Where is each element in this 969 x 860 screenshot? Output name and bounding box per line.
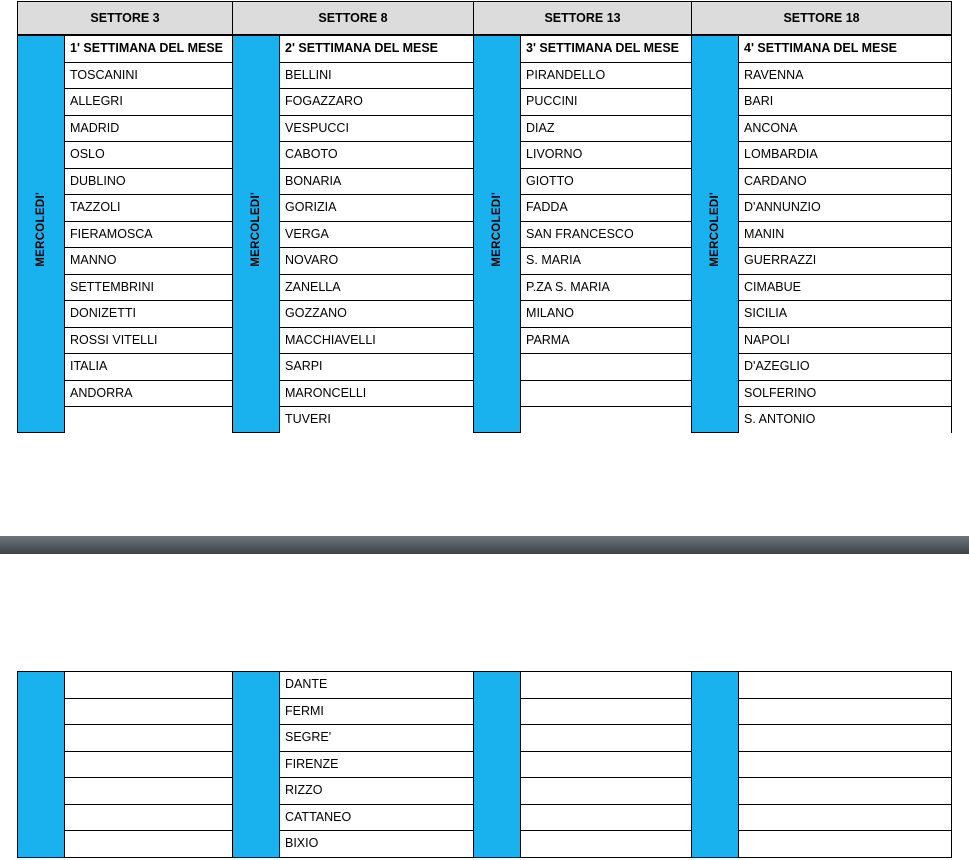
street-cell: MACCHIAVELLI: [280, 327, 474, 354]
street-cell: RAVENNA: [739, 62, 952, 89]
street-cell: BIXIO: [280, 831, 474, 858]
street-cell: MANIN: [739, 221, 952, 248]
sector-header-row: [18, 2, 952, 36]
street-cell: DONIZETTI: [65, 301, 233, 328]
street-cell: BELLINI: [280, 62, 474, 89]
sector-header: SETTORE 13: [474, 2, 692, 36]
street-cell: [521, 672, 692, 699]
day-band: [474, 35, 521, 433]
street-cell: NOVARO: [280, 248, 474, 275]
day-label: MERCOLEDI': [491, 192, 504, 267]
street-cell: [65, 725, 233, 752]
page-divider: [0, 536, 969, 554]
street-cell: SAN FRANCESCO: [521, 221, 692, 248]
day-band: [18, 672, 65, 858]
street-cell: FERMI: [280, 698, 474, 725]
street-cell: [521, 698, 692, 725]
sector-header: SETTORE 8: [233, 2, 474, 36]
street-cell: LOMBARDIA: [739, 142, 952, 169]
street-cell: [521, 354, 692, 381]
day-band: [233, 35, 280, 433]
street-cell: FIERAMOSCA: [65, 221, 233, 248]
street-cell: GIOTTO: [521, 168, 692, 195]
street-cell: ROSSI VITELLI: [65, 327, 233, 354]
street-cell: [739, 778, 952, 805]
street-cell: D'ANNUNZIO: [739, 195, 952, 222]
street-cell: FIRENZE: [280, 751, 474, 778]
street-cell: PUCCINI: [521, 89, 692, 116]
street-cell: [739, 698, 952, 725]
street-cell: SEGRE': [280, 725, 474, 752]
table-row: [18, 672, 952, 699]
street-cell: MARONCELLI: [280, 380, 474, 407]
street-cell: [739, 804, 952, 831]
street-cell: [65, 672, 233, 699]
street-cell: [521, 831, 692, 858]
street-cell: [739, 725, 952, 752]
street-cell: SICILIA: [739, 301, 952, 328]
street-cell: S. ANTONIO: [739, 407, 952, 433]
street-cell: ALLEGRI: [65, 89, 233, 116]
street-cell: ANDORRA: [65, 380, 233, 407]
street-cell: ANCONA: [739, 115, 952, 142]
street-cell: FOGAZZARO: [280, 89, 474, 116]
street-cell: CIMABUE: [739, 274, 952, 301]
street-cell: BONARIA: [280, 168, 474, 195]
day-label: MERCOLEDI': [250, 192, 263, 267]
day-label: MERCOLEDI': [35, 192, 47, 267]
street-cell: DIAZ: [521, 115, 692, 142]
sector-header: SETTORE 18: [692, 2, 952, 36]
street-cell: LIVORNO: [521, 142, 692, 169]
street-cell: BARI: [739, 89, 952, 116]
street-cell: [65, 778, 233, 805]
street-cell: P.ZA S. MARIA: [521, 274, 692, 301]
street-cell: MILANO: [521, 301, 692, 328]
street-cell: MADRID: [65, 115, 233, 142]
week-header: 2' SETTIMANA DEL MESE: [280, 35, 474, 62]
day-band: [474, 672, 521, 858]
street-cell: S. MARIA: [521, 248, 692, 275]
street-cell: SOLFERINO: [739, 380, 952, 407]
street-cell: D'AZEGLIO: [739, 354, 952, 381]
street-cell: RIZZO: [280, 778, 474, 805]
street-cell: [739, 831, 952, 858]
street-cell: ZANELLA: [280, 274, 474, 301]
street-cell: DANTE: [280, 672, 474, 699]
sector-header: SETTORE 3: [18, 2, 233, 36]
street-cell: [65, 831, 233, 858]
street-cell: GUERRAZZI: [739, 248, 952, 275]
schedule-table-upper: [17, 1, 952, 433]
street-cell: [65, 804, 233, 831]
street-cell: CARDANO: [739, 168, 952, 195]
street-cell: [521, 778, 692, 805]
street-cell: [521, 380, 692, 407]
week-header: 1' SETTIMANA DEL MESE: [65, 35, 233, 62]
day-band: [692, 35, 739, 433]
street-cell: CATTANEO: [280, 804, 474, 831]
street-cell: VESPUCCI: [280, 115, 474, 142]
day-band: [692, 672, 739, 858]
street-cell: [65, 698, 233, 725]
street-cell: [521, 407, 692, 433]
street-cell: DUBLINO: [65, 168, 233, 195]
street-cell: [521, 751, 692, 778]
week-header: 3' SETTIMANA DEL MESE: [521, 35, 692, 62]
street-cell: [521, 804, 692, 831]
street-cell: [65, 751, 233, 778]
street-cell: CABOTO: [280, 142, 474, 169]
street-cell: [739, 672, 952, 699]
street-cell: [521, 725, 692, 752]
street-cell: [739, 751, 952, 778]
street-cell: OSLO: [65, 142, 233, 169]
street-cell: VERGA: [280, 221, 474, 248]
street-cell: PARMA: [521, 327, 692, 354]
street-cell: SARPI: [280, 354, 474, 381]
street-cell: GOZZANO: [280, 301, 474, 328]
street-cell: SETTEMBRINI: [65, 274, 233, 301]
schedule-table-lower: [17, 671, 952, 858]
day-band: [18, 35, 65, 433]
street-cell: ITALIA: [65, 354, 233, 381]
street-cell: MANNO: [65, 248, 233, 275]
street-cell: [65, 407, 233, 433]
street-cell: PIRANDELLO: [521, 62, 692, 89]
street-cell: TAZZOLI: [65, 195, 233, 222]
day-band: [233, 672, 280, 858]
week-header: 4' SETTIMANA DEL MESE: [739, 35, 952, 62]
day-label: MERCOLEDI': [709, 192, 722, 267]
street-cell: FADDA: [521, 195, 692, 222]
street-cell: GORIZIA: [280, 195, 474, 222]
week-header-row: [18, 35, 952, 62]
street-cell: NAPOLI: [739, 327, 952, 354]
street-cell: TOSCANINI: [65, 62, 233, 89]
street-cell: TUVERI: [280, 407, 474, 433]
